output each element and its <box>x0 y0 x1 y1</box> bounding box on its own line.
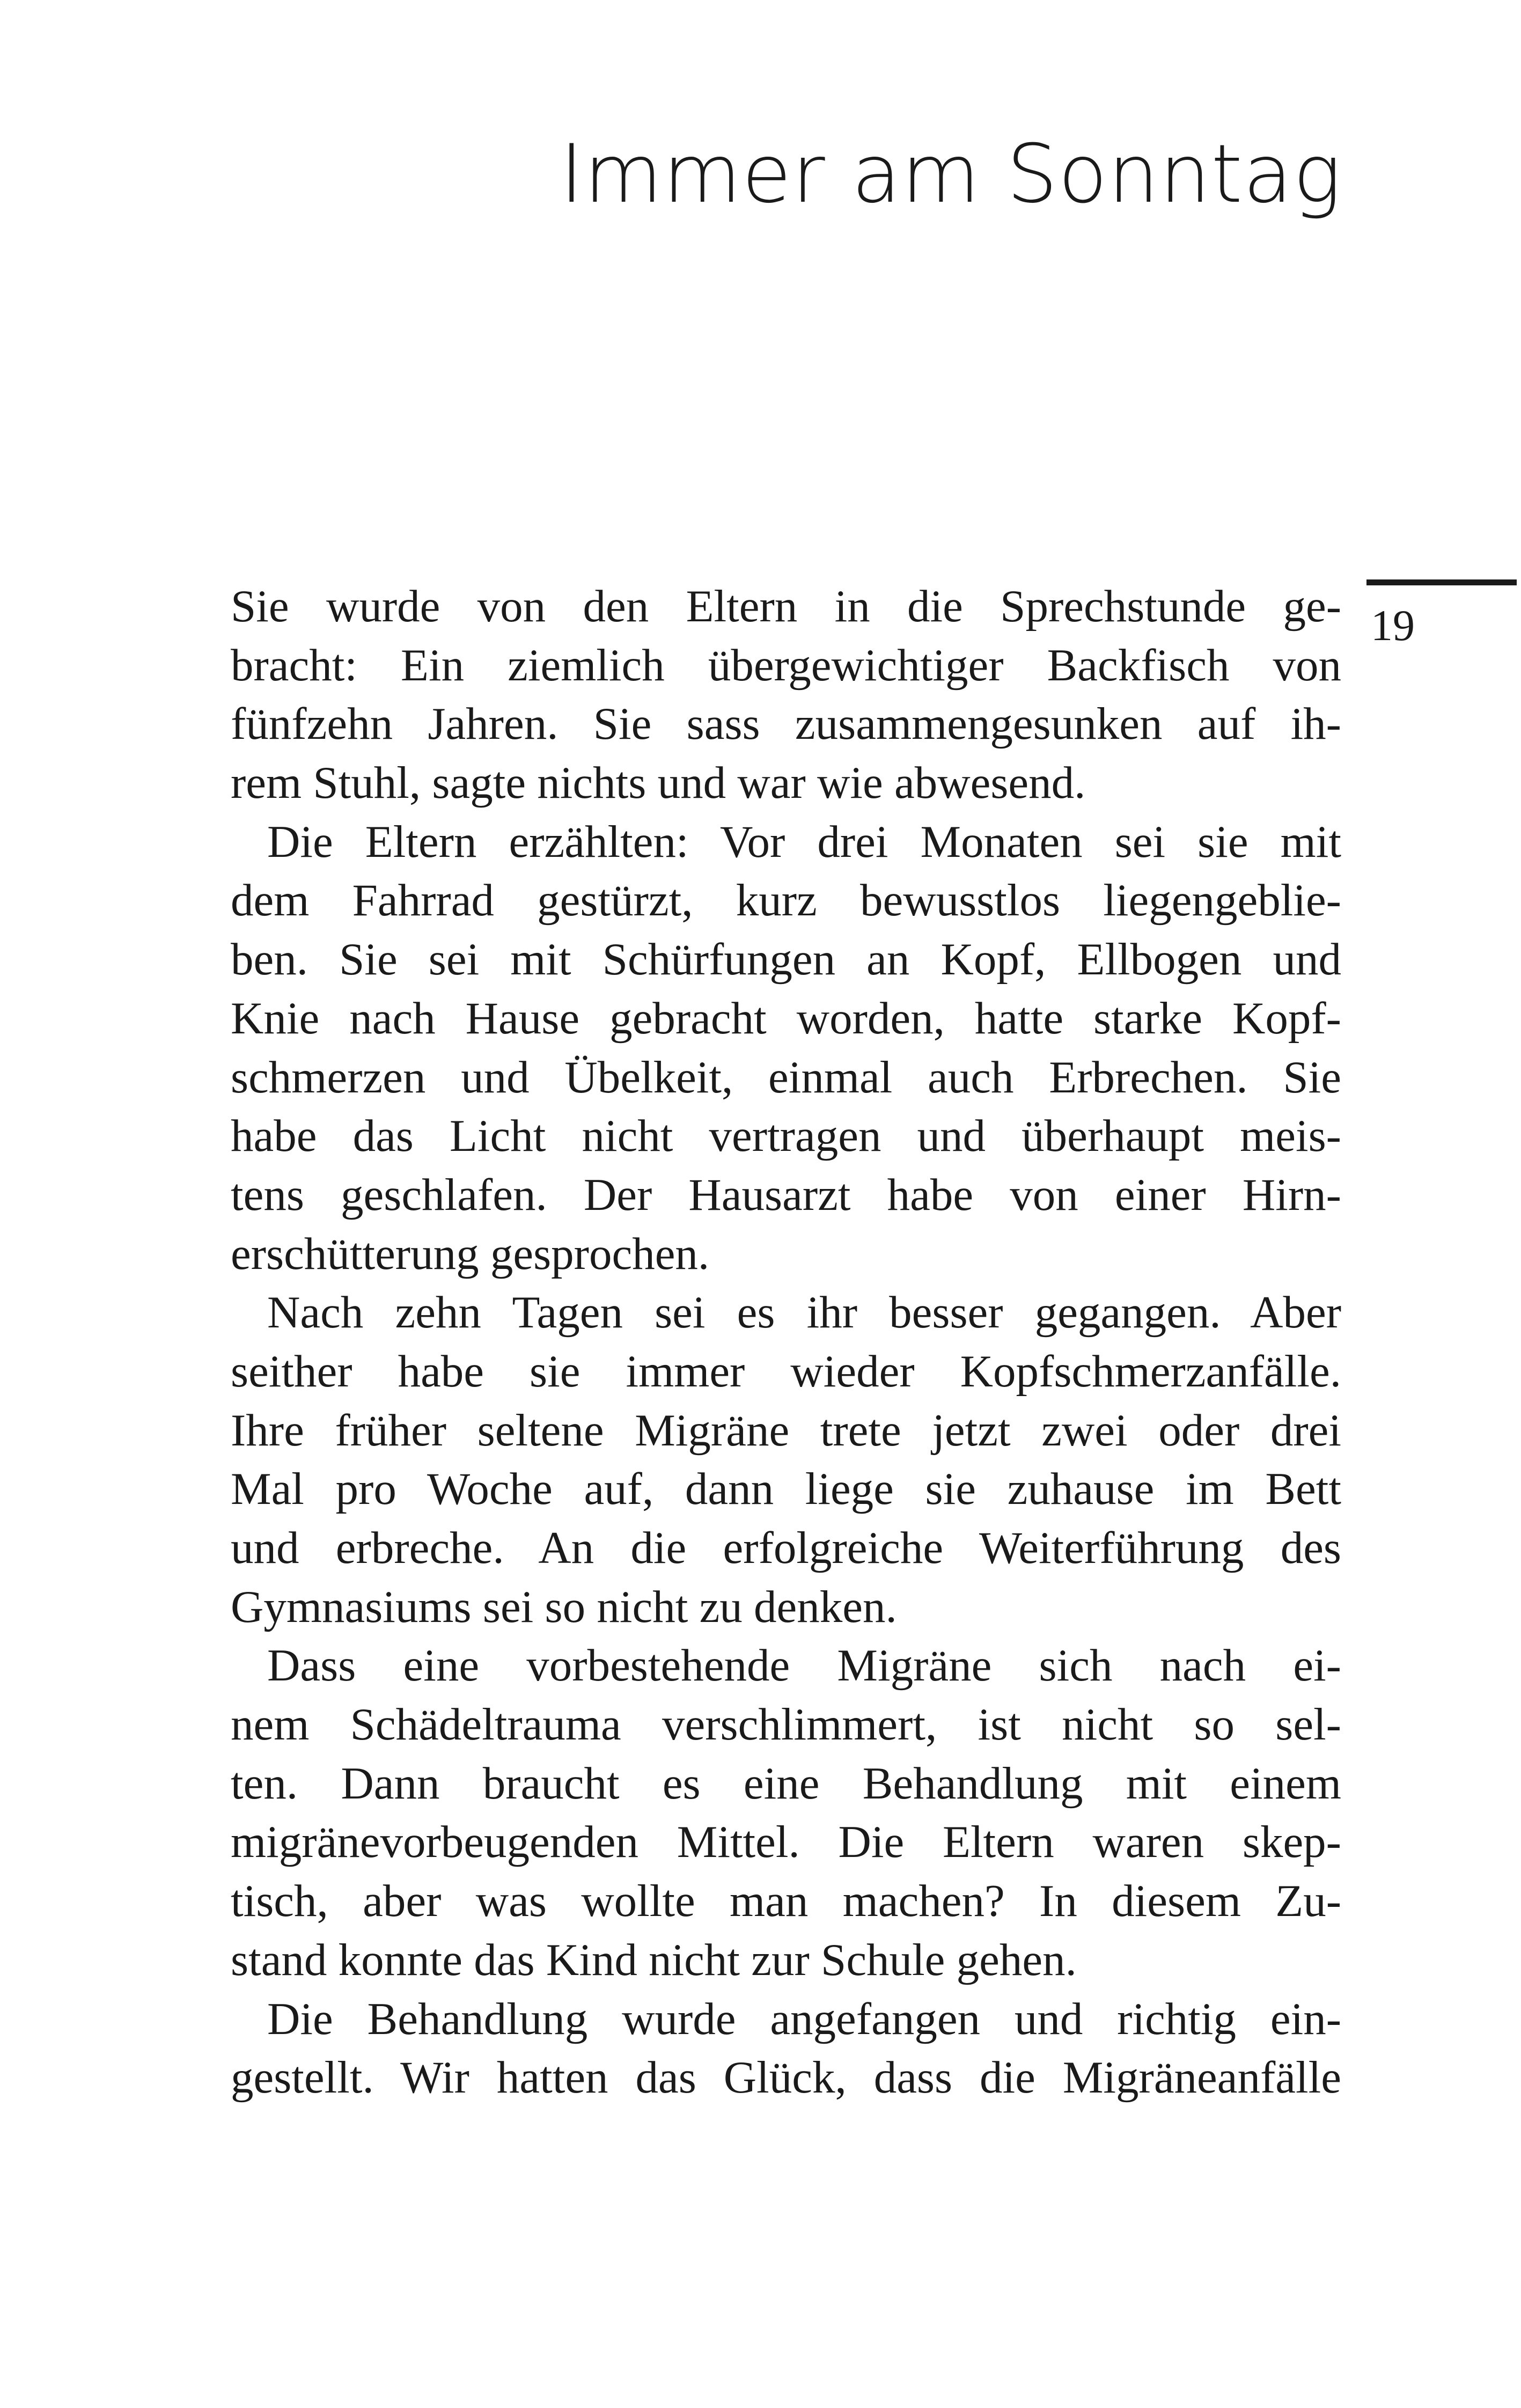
text-line: Ihre früher seltene Migräne trete jetzt zwei oder drei <box>231 1405 1341 1456</box>
text-line: Die Eltern erzählten: Vor drei Monaten sei sie mit <box>267 816 1341 867</box>
text-line: tens geschlafen. Der Hausarzt habe von einer Hirn- <box>231 1169 1341 1220</box>
text-line: Mal pro Woche auf, dann liege sie zuhause im Bett <box>231 1464 1341 1515</box>
text-line: schmerzen und Übelkeit, einmal auch Erbrechen. Sie <box>231 1052 1341 1103</box>
body-text <box>231 577 1341 2108</box>
text-line: rem Stuhl, sagte nichts und war wie abwesend. <box>231 758 1086 809</box>
chapter-title: Immer am Sonntag <box>560 128 1342 221</box>
text-line: Dass eine vorbestehende Migräne sich nach ei- <box>267 1640 1341 1691</box>
text-line: fünfzehn Jahren. Sie sass zusammengesunken auf ih- <box>231 699 1341 750</box>
text-line: ben. Sie sei mit Schürfungen an Kopf, Ellbogen und <box>231 934 1341 985</box>
text-line: Die Behandlung wurde angefangen und richtig ein- <box>267 1993 1341 2044</box>
text-line: Gymnasiums sei so nicht zu denken. <box>231 1581 897 1632</box>
text-line: dem Fahrrad gestürzt, kurz bewusstlos liegengeblie- <box>231 875 1341 926</box>
text-line: gestellt. Wir hatten das Glück, dass die Migräneanfälle <box>231 2052 1341 2103</box>
text-line: Sie wurde von den Eltern in die Sprechstunde ge- <box>231 581 1341 632</box>
page-number: 19 <box>1371 601 1415 650</box>
text-line: nem Schädeltrauma verschlimmert, ist nicht so sel- <box>231 1699 1341 1750</box>
text-line: Nach zehn Tagen sei es ihr besser gegangen. Aber <box>267 1287 1341 1338</box>
text-line: migränevorbeugenden Mittel. Die Eltern waren skep- <box>231 1817 1341 1868</box>
text-line: seither habe sie immer wieder Kopfschmerzanfälle. <box>231 1346 1341 1397</box>
text-line: Knie nach Hause gebracht worden, hatte starke Kopf- <box>231 993 1341 1044</box>
text-line: tisch, aber was wollte man machen? In diesem Zu- <box>231 1876 1341 1927</box>
text-line: erschütterung gesprochen. <box>231 1228 710 1279</box>
page-number-rule <box>1366 579 1517 585</box>
text-line: bracht: Ein ziemlich übergewichtiger Backfisch von <box>231 640 1341 691</box>
text-line: habe das Licht nicht vertragen und überhaupt meis- <box>231 1111 1341 1162</box>
text-line: ten. Dann braucht es eine Behandlung mit einem <box>231 1758 1341 1809</box>
text-line: stand konnte das Kind nicht zur Schule gehen. <box>231 1934 1077 1985</box>
text-line: und erbreche. An die erfolgreiche Weiterführung des <box>231 1523 1341 1573</box>
